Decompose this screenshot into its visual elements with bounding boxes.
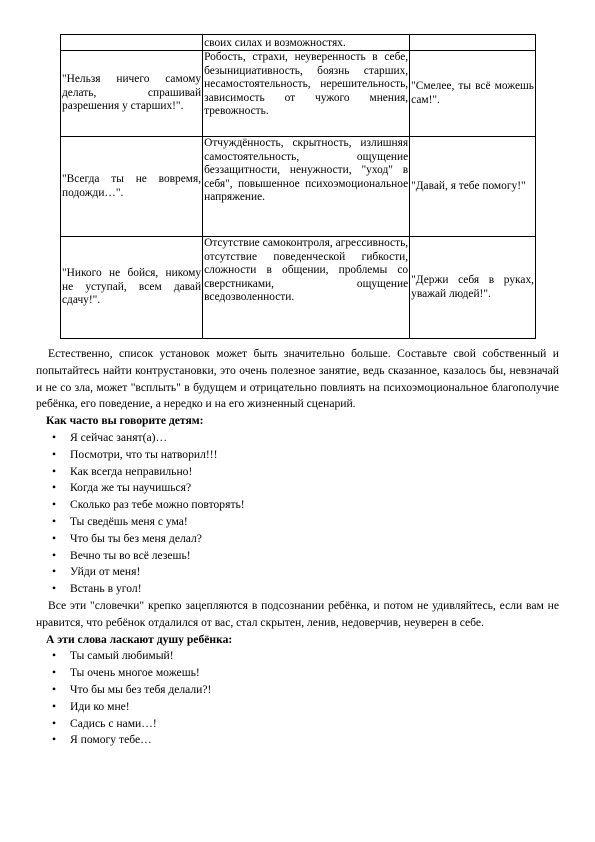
table-cell: "Никого не бойся, никому не уступай, всем давай сдачу!". — [61, 237, 203, 339]
list-item: • Когда же ты научишься? — [70, 480, 559, 497]
document-body — [36, 346, 559, 749]
table-cell — [61, 35, 203, 51]
list-item: • Уйди от меня! — [70, 564, 559, 581]
section-heading: А эти слова ласкают душу ребёнка: — [46, 632, 233, 646]
list-item: • Я помогу тебе… — [70, 732, 559, 749]
table-cell: "Давай, я тебе помогу!" — [410, 137, 536, 237]
paragraph: Естественно, список установок может быть значительно больше. Составьте свой собственный и попытайтесь найти контрустановки, это очень полезное занятие, ведь сказанное, казалось бы, невзначай и не со зла, может "всплыть" в будущем и отрицательно повлиять на психоэмоциональное благополучие ребёнка, его поведение, а нередко и на его жизненный сценарий. — [36, 347, 559, 411]
bullet-list — [36, 648, 559, 749]
list-item: • Как всегда неправильно! — [70, 464, 559, 481]
table-row — [61, 51, 536, 137]
table-row — [61, 35, 536, 51]
list-item: • Сколько раз тебе можно повторять! — [70, 497, 559, 514]
list-item: • Ты очень многое можешь! — [70, 665, 559, 682]
table-cell: "Смелее, ты всё можешь сам!". — [410, 51, 536, 137]
table-cell: "Нельзя ничего самому делать, спрашивай разрешения у старших!". — [61, 51, 203, 137]
table-cell: Отчуждённость, скрытность, излишняя самостоятельность, ощущение беззащитности, ненужности, "уход" в себя", повышенное психоэмоциональное напряжение. — [203, 137, 410, 237]
table-cell: своих силах и возможностях. — [203, 35, 410, 51]
list-item: • Я сейчас занят(а)… — [70, 430, 559, 447]
list-item: • Посмотри, что ты натворил!!! — [70, 447, 559, 464]
list-item: • Вечно ты во всё лезешь! — [70, 548, 559, 565]
table-cell: "Всегда ты не вовремя, подожди…". — [61, 137, 203, 237]
table-row — [61, 237, 536, 339]
list-item: • Садись с нами…! — [70, 716, 559, 733]
table-cell — [410, 35, 536, 51]
list-item: • Ты сведёшь меня с ума! — [70, 514, 559, 531]
table-cell: Отсутствие самоконтроля, агрессивность, отсутствие поведенческой гибкости, сложности в общении, проблемы со сверстниками, ощущение вседозволенности. — [203, 237, 410, 339]
paragraph: Все эти "словечки" крепко зацепляются в подсознании ребёнка, и потом не удивляйтесь, если вам не нравится, что ребёнок отдалился от вас, стал скрытен, ленив, недоверчив, неуверен в себе. — [36, 598, 559, 629]
bullet-list — [36, 430, 559, 598]
list-item: • Что бы ты без меня делал? — [70, 531, 559, 548]
section-heading: Как часто вы говорите детям: — [46, 414, 204, 428]
list-item: • Иди ко мне! — [70, 699, 559, 716]
table-row — [61, 137, 536, 237]
table-cell: Робость, страхи, неуверенность в себе, безынициативность, боязнь старших, несамостоятельность, нерешительность, зависимость от чужого мнения, тревожность. — [203, 51, 410, 137]
list-item: • Что бы мы без тебя делали?! — [70, 682, 559, 699]
table-cell: "Держи себя в руках, уважай людей!". — [410, 237, 536, 339]
list-item: • Встань в угол! — [70, 581, 559, 598]
attitudes-table — [60, 34, 536, 339]
list-item: • Ты самый любимый! — [70, 648, 559, 665]
